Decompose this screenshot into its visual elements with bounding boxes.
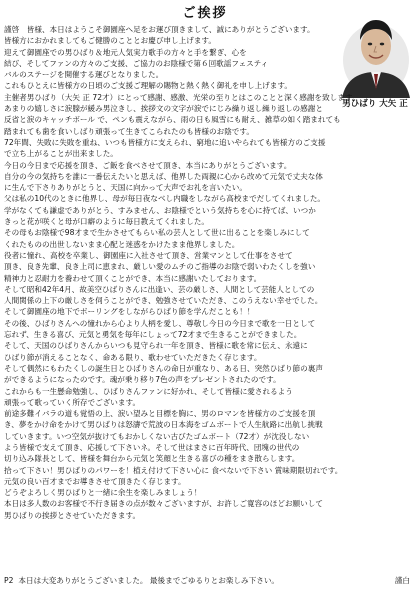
text-line: 学がなくても謙虚でありがとう、すみません、お陰様でという気持ちを心に持てば、いつか xyxy=(4,205,316,215)
text-line: 迎えて御園座での男ひばり＆地元人気実力歌手の方々と手を繋ぎ、心を xyxy=(4,47,247,57)
text-line: で立ち上がることが出来ました。 xyxy=(4,149,118,159)
text-line: ひばり節が消えることなく、命ある限り、歌わせていただきたく存じます。 xyxy=(4,352,262,362)
text-line: に生んで下さりありがとうと、天国に向かって大声でお礼を言いたい。 xyxy=(4,183,247,193)
text-line: ができるようになったのです。魂が乗り移り7色の声をプレゼントされたのです。 xyxy=(4,375,281,385)
text-line: 反省と涙のキャッチボール で、ペンも震えながら、雨の日も風雪にも耐え、雑草の如く踏まれても xyxy=(4,115,341,125)
text-line: 皆様方におかれましてもご健勝のこととお慶び申し上げます。 xyxy=(4,36,217,46)
text-line: していきます。いつ空気が抜けてもおかしくない古びたゴムボート（72才）が沈没しない xyxy=(4,431,310,441)
text-line: 切り込み隊長として、皆様を舞台から元気と笑顔と生きる喜びの種をまき散らします。 xyxy=(4,454,300,464)
text-line: そして、天国のひばりさんからいつも見守られ一年を頂き、皆様に歌を常に伝え、永遠に xyxy=(4,341,308,351)
paragraph xyxy=(4,318,416,408)
text-line: そして御園座の地下でボーリングをしながらひばり節を学んだことも！！ xyxy=(4,307,255,317)
paragraph xyxy=(4,408,416,464)
paragraph xyxy=(4,160,416,228)
portrait-caption: 男ひばり 大矢 正 xyxy=(342,99,408,109)
greeting-body xyxy=(4,24,416,521)
text-line: くれたものの出世しないまま心配と迷惑をかけたまま他界しました。 xyxy=(4,239,240,249)
text-line: あまりの嬉しさに涙腺が緩み男泣きし、挨拶文の文字が涙でにじみ繰り返し繰り返しの感謝と xyxy=(4,104,323,114)
text-line: 忘れず、生きる喜び、元気と勇気を毎年にしょって72才まで生きることができました。 xyxy=(4,330,302,340)
page-footer xyxy=(4,575,414,586)
text-line: これもひとえに皆様方の日頃のご支援ご理解の賜物と熱く熱く御礼を申し上げます。 xyxy=(4,81,292,91)
text-line: 今日の今日まで応援を頂き、ご飯を食べさせて頂き、本当にありがとうございます。 xyxy=(4,160,292,170)
page-title: ご挨拶 xyxy=(182,6,228,21)
text-line: 自分の今の気持ちを誰に一番伝えたいと思えば、他界した両親に心から改めて元気で丈夫な体 xyxy=(4,171,323,181)
paragraph xyxy=(4,227,416,317)
paragraph xyxy=(4,137,416,160)
text-line: 踏まれても歯を食いしばり頑張って生きてこられたのも皆様のお陰です。 xyxy=(4,126,254,136)
paragraph xyxy=(4,24,416,35)
text-line: 謹啓 皆様、本日はようこそ御園座へ足をお運び頂きまして、誠にありがとうございます。 xyxy=(4,25,315,34)
text-line: 元気の良い百才までお導きさせて頂きたく存じます。 xyxy=(4,476,186,486)
text-line: き、夢をかけ命をかけて男ひばりは怒濤で荒波の日本海をゴムボートで人生航路に出航し挑戦 xyxy=(4,420,323,430)
text-line: 本日は多人数のお客様で不行き届きの点が数々ございますが、お許しご寛容のほどお願いして xyxy=(4,499,323,509)
paragraph xyxy=(4,35,416,80)
text-line: 72年間、失敗に失敗を重ね、いつも皆様方に支えられ、窮地に追いやられても皆様方のご支援 xyxy=(4,137,326,147)
closing-line: 本日は大変ありがとうございました。 最後までごゆるりとお楽しみ下さい。 xyxy=(18,576,280,585)
text-line: 男ひばりの挨拶とさせていただきます。 xyxy=(4,510,141,520)
text-line: その後、ひばりさんへの憧れから心より人柄を愛し、尊敬し今日の今日まで歌を一日として xyxy=(4,318,316,328)
text-line: そして偶然にもわたくしの誕生日とひばりさんの命日が重なり、ある日、突然ひばり節の裏声 xyxy=(4,363,323,373)
text-line: 頑張って歌っていく所存でございます。 xyxy=(4,397,141,407)
text-line: 結び、そしてファンの方々のご支援、ご協力のお陰様で第６回歌謡フェスティ xyxy=(4,58,269,68)
paragraph xyxy=(4,465,416,499)
paragraph xyxy=(4,498,416,521)
text-line: 主催者男ひばり（大矢 正 72才）にとって感謝、感激、光栄の至りとはこのことと深く感謝を致します。 xyxy=(4,92,360,102)
text-line: 役者に憧れ、高校を卒業し、御園座に入社させて頂き、営業マンとして仕事をさせて xyxy=(4,250,293,260)
text-line: 父は私の10代のときに他界し、母が毎日夜なべし内職をしながら高校までだしてくれました。 xyxy=(4,194,326,204)
text-line: 人間関係の上下の厳しさを伺うことができ、勉強させていただき、このうえない幸せでした。 xyxy=(4,296,323,306)
text-line: どうぞよろしく男ひばりと一緒に余生を楽しみましょう！ xyxy=(4,488,202,498)
text-line: きっと花が咲くと母が口癖のように毎日教えてくれました。 xyxy=(4,217,210,227)
text-line: バルのステージを開催する運びとなりました。 xyxy=(4,70,164,80)
text-line: 拾って下さい！男ひばりのパワーを！植え付けて下さい心に 食べないで下さい 賞味期限切れです。 xyxy=(4,465,343,475)
signoff: 謹白 xyxy=(394,576,410,585)
text-line: これからも一生懸命勉強し、ひばりさんファンに好かれ、そして皆様に愛されるよう xyxy=(4,386,293,396)
text-line: 前途多難イバラの道も覚悟の上、涙い望みと目標を胸に、男のロマンを皆様方のご支援を頂 xyxy=(4,409,316,419)
text-line: 精神力と忍耐力を養わせて頂くことができ、本当に感謝いたしております。 xyxy=(4,273,262,283)
text-line: 頂き、良き先輩、良き上司に恵まれ、厳しい愛のムチのご指導のお陰で弱いわたくしを強い xyxy=(4,262,316,272)
page-number: P2 xyxy=(4,576,14,585)
text-line: その母もお陰様で98才まで生かさせてもらい私の芸人として世に出ることを楽しみにして xyxy=(4,228,310,238)
paragraph xyxy=(4,80,416,136)
text-line: そして昭和42年4月、故美空ひばりさんに出逢い、芸の厳しさ、人間として芸能人としての xyxy=(4,284,315,294)
text-line: よう皆様で支えて頂き、応援して下さいネ。そして世はまさに百年時代、団塊の世代の xyxy=(4,442,300,452)
